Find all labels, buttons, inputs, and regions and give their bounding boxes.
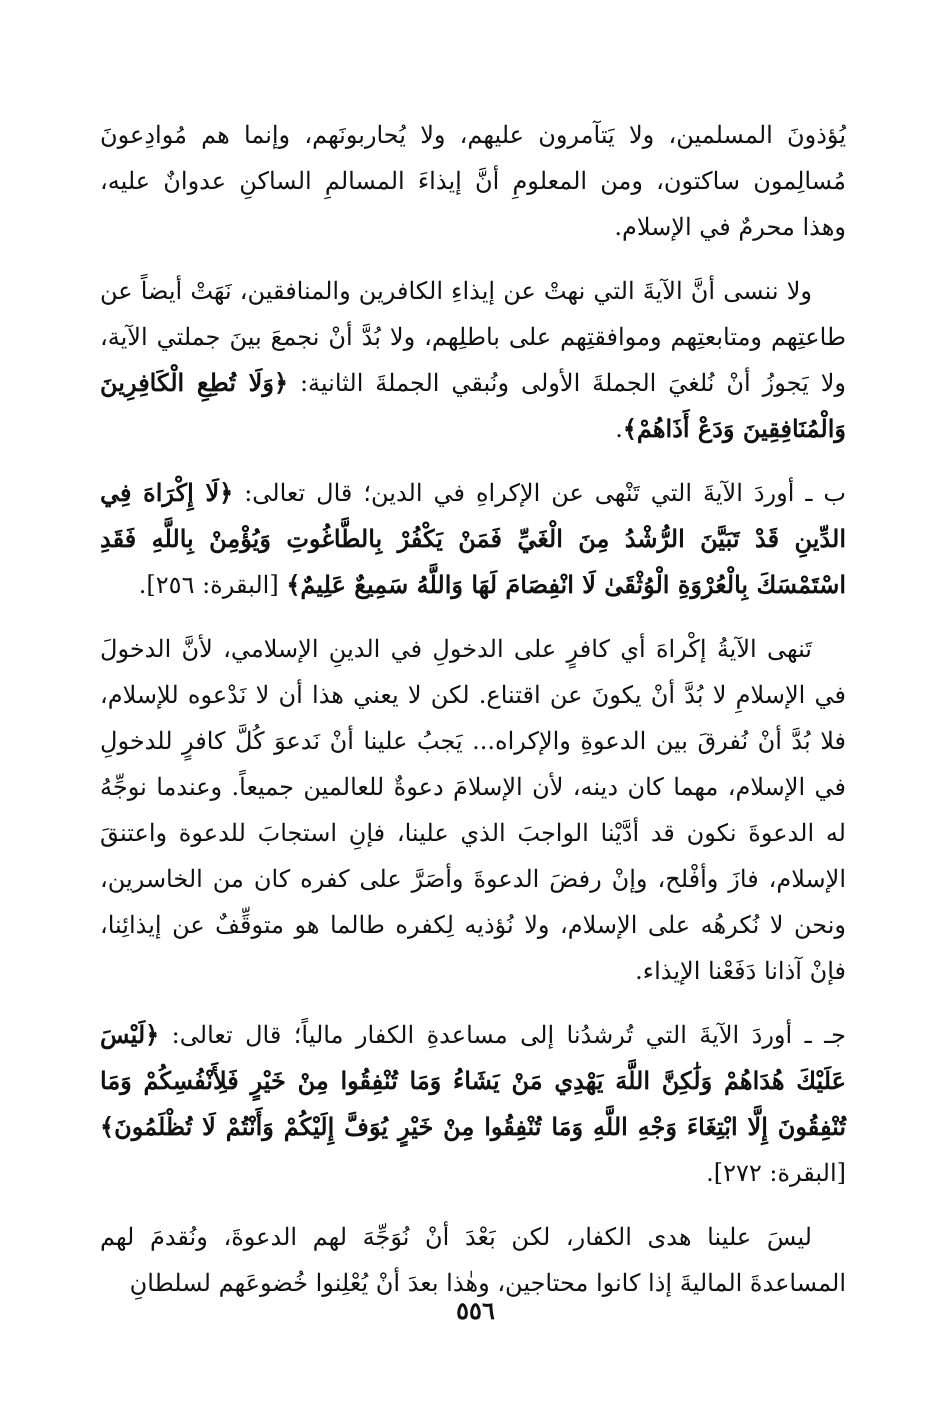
paragraph-6-text: ليسَ علينا هدى الكفار، لكن بَعْدَ أنْ نُوَجِّهَ لهم الدعوةَ، ونُقدمَ لهم المساعدةَ الماليةَ إذا كانوا محتاجين، وهٰذا بعدَ أنْ يُعْلِنوا خُضوعَهم لسلطانِ: [100, 1223, 846, 1297]
paragraph-5-citation: [البقرة: ٢٧٢].: [706, 1159, 846, 1187]
paragraph-2-after: .: [615, 415, 623, 443]
paragraph-3-text: ب ـ أوردَ الآيةَ التي تَنْهى عن الإكراهِ في الدين؛ قال تعالى:: [244, 479, 846, 507]
paragraph-5: [100, 1012, 846, 1196]
paragraph-4: [100, 626, 846, 994]
paragraph-1-text: يُؤذونَ المسلمين، ولا يَتآمرون عليهم، ولا يُحاربونَهم، وإنما هم مُوادِعونَ مُسالِمون ساكتون، ومن المعلومِ أنَّ إيذاءَ المسالمِ الساكنِ عدوانٌ عليه، وهذا محرمٌ في الإسلام.: [100, 121, 846, 241]
paragraph-4-text: تَنهى الآيةُ إكْراهَ أي كافرٍ على الدخولِ في الدينِ الإسلامي، لأنَّ الدخولَ في الإسلامِ لا بُدَّ أنْ يكونَ عن اقتناع. لكن لا يعني هذا أن لا نَدْعوه للإسلام، فلا بُدَّ أنْ نُفرقَ بين الدعوةِ والإكراه... يَجبُ علينا أنْ نَدعوَ كُلَّ كافرٍ للدخولِ في الإسلام، مهما كان دينه، لأن الإسلامَ دعوةٌ للعالمين جميعاً. وعندما نوجِّهُ له الدعوةَ نكون قد أدَّيْنا الواجبَ الذي علينا، فإنِ استجابَ للدعوة واعتنقَ الإسلام، فازَ وأفْلح، وإنْ رفضَ الدعوةَ وأصَرَّ على كفره كان من الخاسرين، ونحن لا نُكرهُه على الإسلام، ولا نُؤذيه لِكفره طالما هو متوقِّفٌ عن إيذائِنا، فإنْ آذانا دَفَعْنا الإيذاء.: [100, 635, 846, 985]
paragraph-5-text: جـ ـ أوردَ الآيةَ التي تُرشدُنا إلى مساعدةِ الكفار مالياً؛ قال تعالى:: [171, 1021, 846, 1049]
paragraph-1: [100, 112, 846, 250]
quran-verse-3: ﴿لَيْسَ عَلَيْكَ هُدَاهُمْ وَلَٰكِنَّ اللَّهَ يَهْدِي مَنْ يَشَاءُ وَمَا تُنْفِقُوا مِنْ خَيْرٍ فَلِأَنْفُسِكُمْ وَمَا تُنْفِقُونَ إِلَّا ابْتِغَاءَ وَجْهِ اللَّهِ وَمَا تُنْفِقُوا مِنْ خَيْرٍ يُوَفَّ إِلَيْكُمْ وَأَنْتُمْ لَا تُظْلَمُونَ﴾: [100, 1020, 846, 1141]
paragraph-3: [100, 470, 846, 608]
quran-verse-2: ﴿لَا إِكْرَاهَ فِي الدِّينِ قَدْ تَبَيَّنَ الرُّشْدُ مِنَ الْغَيِّ فَمَنْ يَكْفُرْ بِالطَّاغُوتِ وَيُؤْمِنْ بِاللَّهِ فَقَدِ اسْتَمْسَكَ بِالْعُرْوَةِ الْوُثْقَىٰ لَا انْفِصَامَ لَهَا وَاللَّهُ سَمِيعٌ عَلِيمٌ﴾: [100, 478, 846, 599]
page-number: ٥٥٦: [456, 1296, 495, 1325]
paragraph-2: [100, 268, 846, 452]
paragraph-6: [100, 1214, 846, 1306]
paragraph-2-text: ولا ننسى أنَّ الآيةَ التي نهتْ عن إيذاءِ الكافرين والمنافقين، نَهَتْ أيضاً عن طاعتِهم ومتابعتِهم وموافقتِهم على باطلِهم، ولا بُدَّ أنْ نجمعَ بينَ جملتي الآية، ولا يَجوزُ أنْ نُلغيَ الجملةَ الأولى ونُبقي الجملةَ الثانية:: [100, 277, 846, 397]
quran-verse-1: ﴿وَلَا تُطِعِ الْكَافِرِينَ وَالْمُنَافِقِينَ وَدَعْ أَذَاهُمْ﴾: [100, 368, 846, 443]
paragraph-3-citation: [البقرة: ٢٥٦].: [138, 571, 279, 599]
page-body: [100, 112, 846, 1324]
